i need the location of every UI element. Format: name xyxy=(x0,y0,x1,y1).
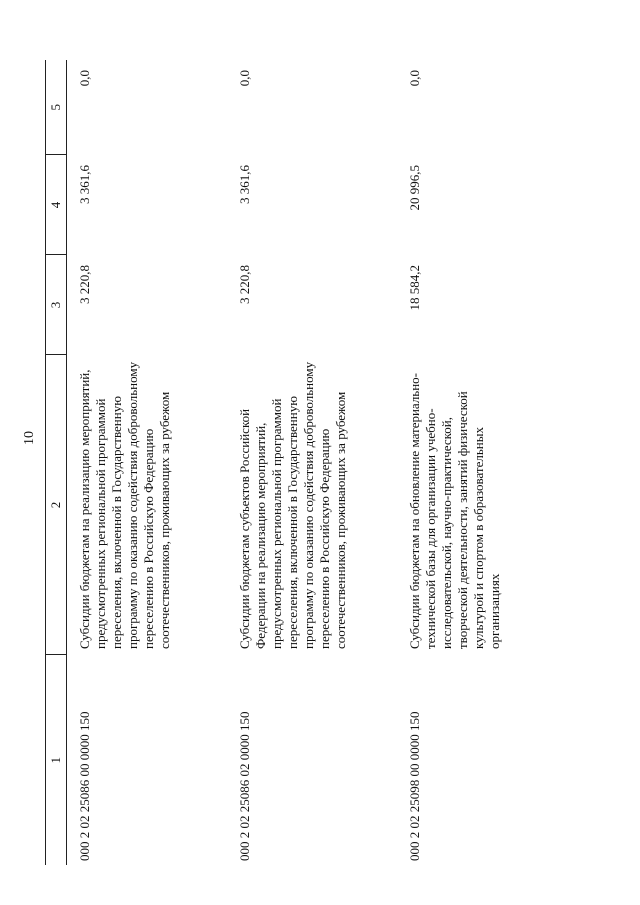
column-header-5: 5 xyxy=(46,60,67,155)
header-row xyxy=(46,60,67,865)
column-header-1: 1 xyxy=(46,655,67,865)
value-cell-4: 3 361,6 xyxy=(77,165,92,204)
value-cell-4: 20 996,5 xyxy=(407,165,422,211)
budget-code-cell: 000 2 02 25098 00 0000 150 xyxy=(407,711,422,861)
description-cell: Субсидии бюджетам на реализацию мероприятий, предусмотренных региональной программой переселения, включенной в Государственную программу по оказанию содействия добровольному переселению в Российскую Федерацию соотечественников, проживающих за рубежом xyxy=(77,361,172,649)
budget-code-cell: 000 2 02 25086 02 0000 150 xyxy=(237,711,252,861)
table-row xyxy=(227,60,397,865)
column-header-4: 4 xyxy=(46,155,67,255)
value-cell-3: 18 584,2 xyxy=(407,265,422,311)
page-number: 10 xyxy=(22,431,37,445)
value-cell-5: 0,0 xyxy=(77,70,92,87)
description-cell: Субсидии бюджетам субъектов Российской Федерации на реализацию мероприятий, предусмотренных региональной программой переселения, включенной в Государственную программу по оказанию содействия добровольному переселению в Российскую Федерацию соотечественников, проживающих за рубежом xyxy=(237,361,348,649)
value-cell-4: 3 361,6 xyxy=(237,165,252,204)
table-row xyxy=(397,60,557,865)
value-cell-3: 3 220,8 xyxy=(77,265,92,304)
column-header-3: 3 xyxy=(46,255,67,355)
budget-code-cell: 000 2 02 25086 00 0000 150 xyxy=(77,711,92,861)
table-header xyxy=(46,60,67,865)
table-row xyxy=(67,60,228,865)
table-body xyxy=(67,60,558,865)
value-cell-3: 3 220,8 xyxy=(237,265,252,304)
budget-table xyxy=(45,60,557,865)
value-cell-5: 0,0 xyxy=(237,70,252,87)
description-cell: Субсидии бюджетам на обновление материально-технической базы для организации учебно-исследовательской, научно-практической, творческой деятельности, занятий физической культурой и спортом в образовательных организациях xyxy=(407,372,502,649)
value-cell-5: 0,0 xyxy=(407,70,422,87)
rotated-table-container xyxy=(45,60,575,865)
column-header-2: 2 xyxy=(46,355,67,655)
